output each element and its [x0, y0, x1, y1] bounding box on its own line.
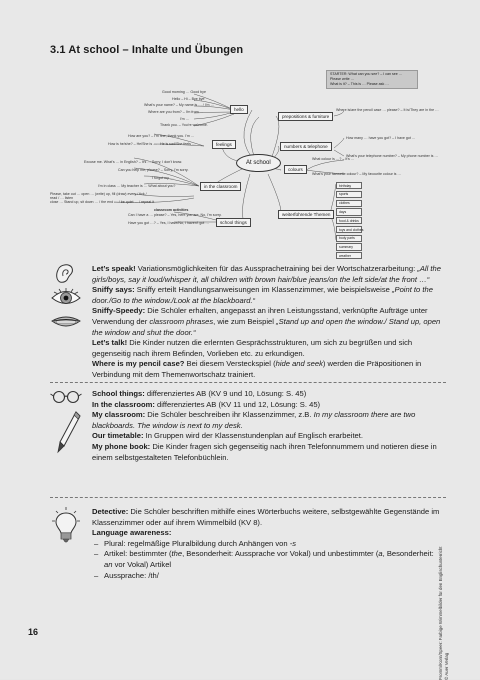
topic-item: weather: [336, 252, 362, 259]
ear-icon: [52, 262, 78, 284]
list-text: , Besonderheit:: [382, 549, 434, 559]
section-divider: [50, 497, 446, 498]
node-colours: colours: [284, 165, 307, 174]
leaf: What's your favourite colour? – My favourite colour is …: [312, 172, 401, 176]
sniffy-lead: Sniffy says:: [92, 285, 135, 295]
leaf: What's your name? – My name is … / I'm …: [144, 103, 215, 107]
things-lead: School things:: [92, 389, 145, 398]
node-classroom-activities: classroom activities: [154, 208, 189, 212]
glasses-icon: [50, 390, 82, 404]
side-credit: [438, 520, 448, 680]
leaf: Have you got …? – Yes, I have/No, I haven't got …: [128, 221, 209, 225]
lightbulb-icon: [50, 506, 82, 548]
node-in-the-classroom: in the classroom: [200, 182, 241, 191]
list-term: the: [171, 549, 183, 559]
inclass-lead: In the classroom:: [92, 399, 155, 409]
topics-list: [336, 182, 362, 261]
speedy-term: classroom phrases: [149, 316, 214, 326]
speedy-text-2: , wie zum Beispiel: [213, 316, 277, 326]
leaf: What colour is …? – It's …: [312, 157, 355, 161]
list-item: [104, 549, 442, 570]
side-credit-line: Fromm/Korn/Speer: Farbige Wimmelbilder für den Englischunterricht: [438, 546, 443, 680]
talk-text: Die Kinder nutzen die erlernten Gesprächsstrukturen, um sich zu begrüßen und sich gegenseitig nach ihrem Befinden, Vorlieben etc. zu erkundigen.: [92, 338, 413, 358]
list-text: , Besonderheit: Aussprache vor Vokal) und unbestimmter (: [182, 549, 379, 559]
node-school-things: school things: [216, 218, 251, 227]
list-item: [104, 571, 442, 582]
starter-box: [326, 70, 418, 89]
starter-line: What is it? – This is … Please ask …: [330, 82, 389, 86]
detective-lead: Detective:: [92, 507, 129, 516]
topic-item: sports: [336, 191, 362, 198]
topic-item: summary: [336, 243, 362, 250]
side-credit-publisher: © Auer Verlag: [444, 652, 449, 680]
pencil-text: Bei diesem Versteckspiel (: [184, 359, 276, 369]
section-divider: [50, 382, 446, 383]
leaf: Please, take out … open … (write) up, fill (draw) every / tick / read / … listen: [50, 192, 147, 200]
myclass-lead: My classroom:: [92, 410, 146, 420]
awareness-list: [92, 539, 442, 581]
page-title: 3.1 At school – Inhalte und Übungen: [50, 44, 244, 56]
list-text: vor Vokal) Artikel: [112, 559, 172, 569]
topic-item: toys and clothes: [336, 226, 362, 233]
starter-line: STARTER: What can you see? – I can see … Please write …: [330, 72, 403, 81]
node-numbers: numbers & telephone: [280, 142, 332, 151]
leaf: How many … have you got? – I have got …: [346, 136, 416, 140]
speak-example: „All the girls/boys, say it loud/whisper it, all children with brown hair/blue jeans/on the left side/at the front …“: [92, 264, 441, 284]
leaf: What's your telephone number? – My phone number is …: [346, 154, 438, 158]
myclass-text: Die Schüler beschreiben ihr Klassenzimmer, z.B.: [145, 410, 314, 420]
topic-item: birthday: [336, 182, 362, 189]
pencil-lead: Where is my pencil case?: [92, 359, 185, 369]
leaf: Can you help me, please? – Sorry, I'm sorry.: [118, 168, 189, 172]
sniffy-example: „Point to the door./Go to the window./Look at the blackboard.“: [92, 285, 433, 305]
myclass-example: In my classroom there are two blackboards. The window is next to my desk.: [92, 410, 416, 430]
pencil-term: hide and seek: [275, 359, 323, 369]
phone-lead: My phone book:: [92, 441, 151, 451]
leaf: Thank you. – You're welcome.: [160, 123, 208, 127]
leaf: Hello – Hi – Bye bye: [172, 97, 205, 101]
leaf: He is sad/She feels …: [160, 142, 196, 146]
pencil-icon: [56, 410, 82, 454]
list-text: Plural: regelmäßige Pluralbildung durch Anhängen von: [104, 538, 290, 548]
page-number: 16: [28, 627, 39, 637]
leaf: How are you? – I'm fine, thank you. I'm …: [128, 134, 195, 138]
leaf: Where are you from? – I'm from …: [148, 110, 204, 114]
leaf: Excuse me. What's … in English? – It's … Sorry, I don't know.: [84, 160, 183, 164]
awareness-lead: Language awareness:: [92, 528, 172, 538]
list-text: Artikel: bestimmter (: [104, 549, 172, 559]
list-term: an: [104, 559, 113, 569]
sniffy-text: Sniffy erteilt Handlungsanweisungen im Klassenzimmer, wie beispielsweise: [134, 285, 392, 295]
leaf: I forgot my …: [152, 176, 174, 180]
pencil-text-2: ) werden die Präpositionen in Verbindung mit dem Themenwortschatz trainiert.: [92, 359, 422, 379]
phone-text: Die Kinder fragen sich gegenseitig nach ihren Telefonnummern und notieren diese in einem selbstgestalteten Telefonbüchlein.: [92, 441, 437, 462]
leaf: Can I have a … please? – Yes, here you are. No, I'm sorry.: [128, 213, 222, 217]
leaf: Good morning … Good bye: [162, 90, 206, 94]
leaf: close … Stand up, sit down … / the end … / be quiet … / repeat it: [50, 200, 155, 204]
list-term: a: [378, 549, 383, 559]
speedy-example: „Stand up and open the window./ Stand up, open the window and shut the door.“: [92, 316, 441, 337]
topic-item: clothes: [336, 200, 362, 207]
talk-lead: Let’s talk!: [92, 338, 128, 348]
leaf: Where is/are the pencil case … please? – It is/They are in the …: [336, 108, 439, 112]
eye-icon: [50, 287, 82, 309]
things-text: differenziertes AB (KV 9 und 10, Lösung: S. 45): [144, 389, 307, 398]
node-topics: weiterführende Themen: [278, 210, 334, 219]
mind-map-center: At school: [236, 154, 281, 172]
node-hello: hello: [230, 105, 248, 114]
speedy-text: Die Schüler erhalten, angepasst an ihren Leistungsstand, verknüpfte Aufträge unter Verwendung der: [92, 306, 428, 326]
topic-item: days: [336, 208, 362, 215]
list-text: Aussprache: /th/: [104, 570, 159, 580]
timetable-lead: Our timetable:: [92, 431, 144, 441]
leaf: I'm in class … My teacher is … What about you?: [98, 184, 176, 188]
timetable-text: In Gruppen wird der Klassenstundenplan auf Englisch erarbeitet.: [143, 431, 363, 441]
speak-text: Variationsmöglichkeiten für das Aussprachetraining bei der Wortschatzerarbeitung:: [135, 264, 418, 273]
detective-text: Die Schüler beschriften mithilfe eines Wörterbuchs weitere, selbstgewählte Gegenstände im Klassenzimmer oder auf ihrem Wimmelbild (KV 8).: [92, 507, 440, 527]
section-detective: [92, 507, 442, 581]
topic-item: food & drinks: [336, 217, 362, 224]
mouth-icon: [50, 313, 82, 331]
list-term: -s: [289, 538, 297, 548]
topic-item: body parts: [336, 235, 362, 242]
node-prepositions: prepositions & furniture: [278, 112, 333, 121]
section-speaking: [92, 264, 442, 381]
speak-lead: Let’s speak!: [92, 264, 136, 273]
leaf: How is he/she? – He/She is …: [108, 142, 157, 146]
section-worksheets: [92, 389, 442, 463]
speedy-lead: Sniffy-Speedy:: [92, 306, 146, 316]
inclass-text: differenziertes AB (KV 11 und 12, Lösung: S. 45): [154, 399, 321, 409]
list-item: [104, 539, 442, 550]
node-feelings: feelings: [212, 140, 236, 149]
leaf: I'm …: [180, 117, 190, 121]
